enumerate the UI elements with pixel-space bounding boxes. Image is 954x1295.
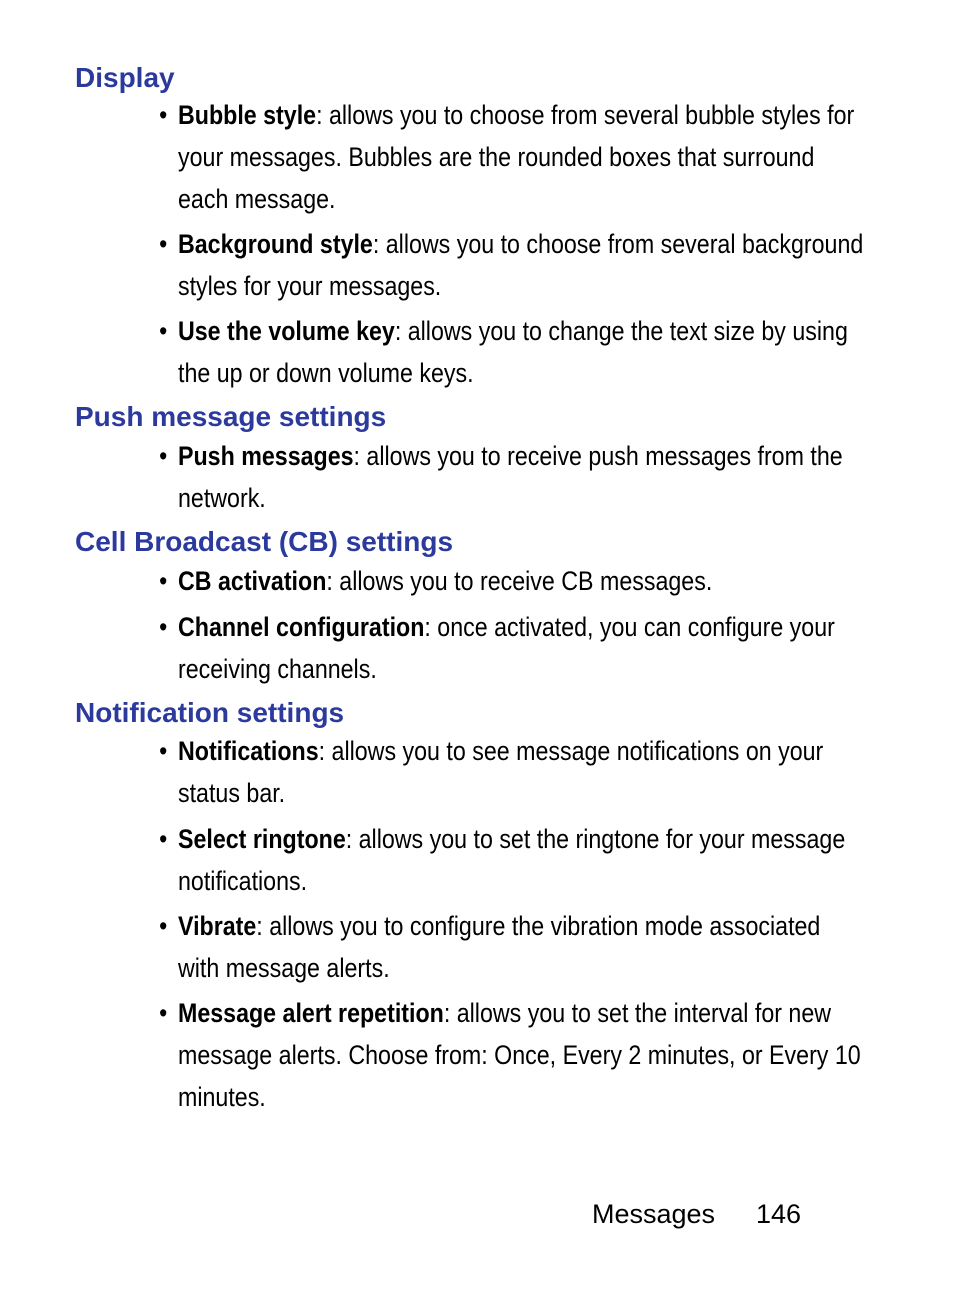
item-term: Select ringtone	[178, 824, 346, 854]
bullet-icon: •	[159, 824, 168, 854]
item-description: : allows you to configure the vibration mode associated with message alerts.	[178, 911, 821, 983]
item-description: : allows you to receive push messages from the network.	[178, 441, 843, 513]
item-term: Bubble style	[178, 100, 317, 130]
bullet-icon: •	[159, 911, 168, 941]
bullet-icon: •	[159, 612, 168, 642]
bullet-icon: •	[159, 998, 168, 1028]
list-item-vibrate	[159, 905, 868, 989]
bullet-icon: •	[159, 566, 168, 596]
item-description: : once activated, you can configure your receiving channels.	[178, 612, 835, 684]
item-term: Notifications	[178, 736, 319, 766]
item-term: Push messages	[178, 441, 354, 471]
item-description: : allows you to set the interval for new message alerts. Choose from: Once, Every 2 minutes, or Every 10 minutes.	[178, 998, 861, 1112]
list-item-select-ringtone	[159, 818, 868, 902]
bullet-icon: •	[159, 736, 168, 766]
item-term: Use the volume key	[178, 316, 395, 346]
item-term: Message alert repetition	[178, 998, 444, 1028]
item-description: : allows you to see message notifications on your status bar.	[178, 736, 824, 808]
list-item-background-style	[159, 223, 868, 307]
item-description: : allows you to receive CB messages.	[326, 566, 713, 596]
section-heading-display: Display	[75, 62, 175, 93]
bullet-icon: •	[159, 100, 168, 130]
bullet-icon: •	[159, 316, 168, 346]
item-description: : allows you to set the ringtone for your message notifications.	[178, 824, 846, 896]
list-item-bubble-style	[159, 94, 868, 220]
item-description: : allows you to change the text size by using the up or down volume keys.	[178, 316, 848, 388]
list-item-push-messages	[159, 435, 868, 519]
item-term: Vibrate	[178, 911, 257, 941]
list-item-notifications	[159, 730, 868, 814]
item-term: Channel configuration	[178, 612, 425, 642]
list-item-cb-activation	[159, 560, 868, 602]
bullet-icon: •	[159, 229, 168, 259]
list-item-use-volume-key	[159, 310, 868, 394]
bullet-icon: •	[159, 441, 168, 471]
section-heading-push-message-settings: Push message settings	[75, 401, 387, 432]
section-heading-notification-settings: Notification settings	[75, 697, 345, 728]
list-item-message-alert-repetition	[159, 992, 868, 1118]
section-heading-cell-broadcast-settings: Cell Broadcast (CB) settings	[75, 526, 454, 557]
item-term: CB activation	[178, 566, 327, 596]
item-description: : allows you to choose from several background styles for your messages.	[178, 229, 864, 301]
list-item-channel-configuration	[159, 606, 868, 690]
footer-page-number: 146	[756, 1199, 802, 1229]
item-term: Background style	[178, 229, 373, 259]
footer-section-name: Messages	[592, 1199, 716, 1229]
item-description: : allows you to choose from several bubble styles for your messages. Bubbles are the rounded boxes that surround each message.	[178, 100, 855, 214]
